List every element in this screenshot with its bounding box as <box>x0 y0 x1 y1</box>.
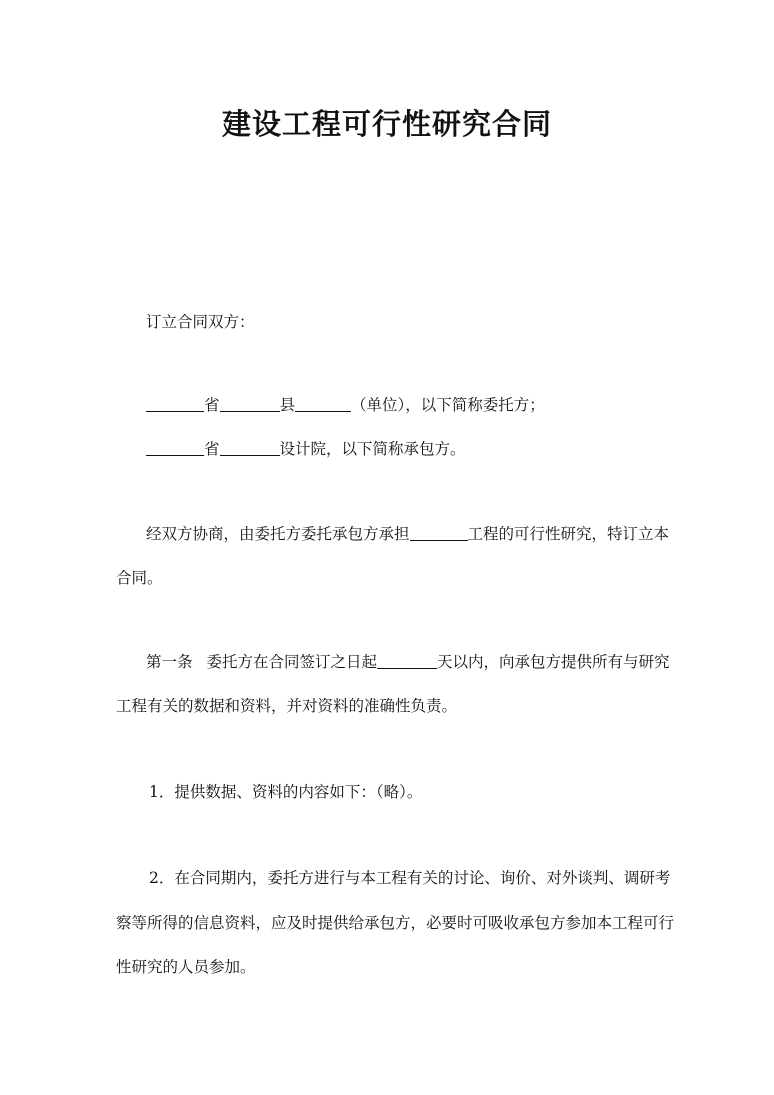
article-label: 第一条 <box>146 653 193 671</box>
blank-unit <box>295 396 351 412</box>
institute-label: 设计院，以下简称承包方。 <box>279 440 466 458</box>
item-2-line-2: 察等所得的信息资料，应及时提供给承包方，必要时可吸收承包方参加本工程可行 <box>116 914 675 932</box>
parties-heading: 订立合同双方： <box>146 313 255 331</box>
item-1: 1．提供数据、资料的内容如下：（略）。 <box>149 783 423 801</box>
blank-province <box>146 440 204 456</box>
blank-days <box>377 653 437 669</box>
blank-institute <box>220 440 280 456</box>
article1-line-2: 工程有关的数据和资料，并对资料的准确性负责。 <box>116 697 458 715</box>
article1-line-1: 第一条 委托方在合同签订之日起 天以内，向承包方提供所有与研究 <box>146 653 670 671</box>
item-2-line-3: 性研究的人员参加。 <box>116 958 256 976</box>
intro-line-1: 经双方协商，由委托方委托承包方承担 工程的可行性研究，特订立本 <box>146 525 670 543</box>
document-title: 建设工程可行性研究合同 <box>221 107 552 141</box>
blank-county <box>220 396 280 412</box>
unit-label: （单位），以下简称委托方； <box>351 396 545 414</box>
province-label: 省 <box>204 440 220 458</box>
blank-project <box>410 525 468 541</box>
contractor-line <box>146 439 666 459</box>
client-line <box>146 395 666 415</box>
county-label: 县 <box>279 396 296 414</box>
province-label: 省 <box>204 396 220 414</box>
item-2-line-1: 2．在合同期内，委托方进行与本工程有关的讨论、询价、对外谈判、调研考 <box>149 869 671 887</box>
intro-line-2: 合同。 <box>116 569 163 587</box>
blank-province <box>146 396 204 412</box>
